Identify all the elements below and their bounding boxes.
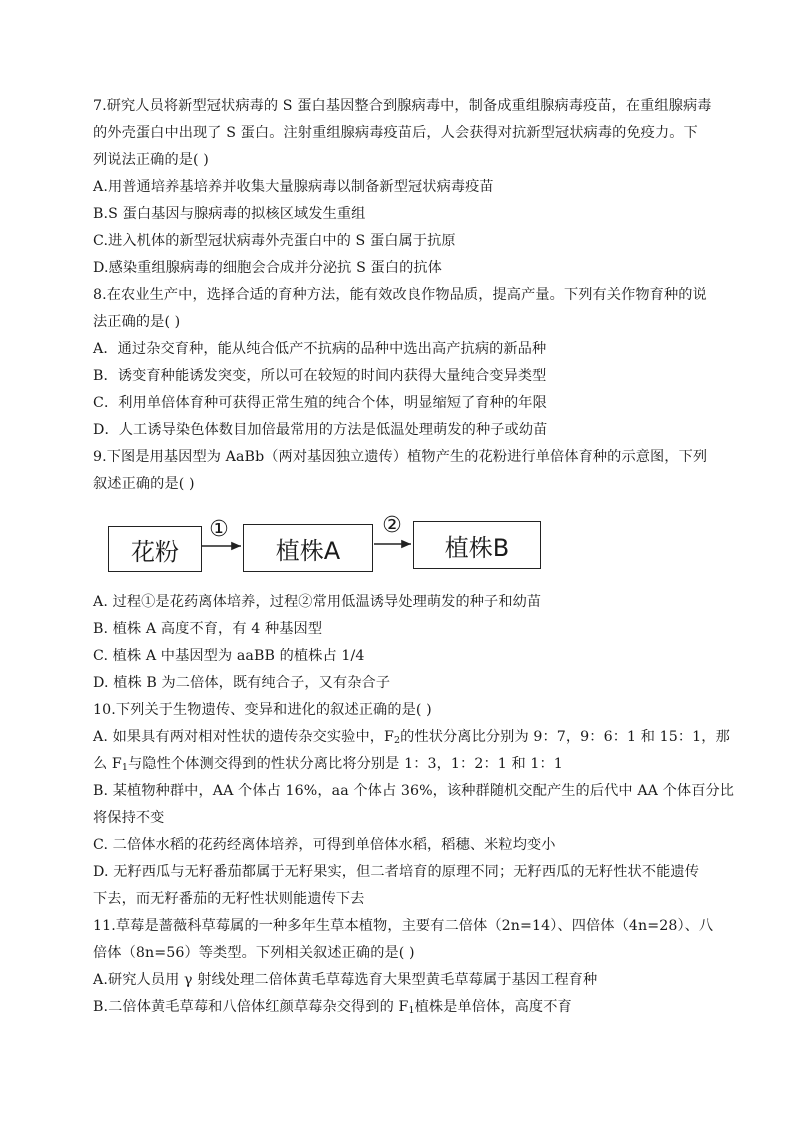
q9-option-c: C. 植株 A 中基因型为 aaBB 的植株占 1/4	[93, 648, 365, 664]
q10-option-b-line-1: B. 某植物种群中，AA 个体占 16%，aa 个体占 36%，该种群随机交配产生的后代中 AA 个体百分比	[93, 783, 735, 799]
diagram-box-plant-a: 植株A	[243, 524, 373, 572]
q9-option-d: D. 植株 B 为二倍体，既有纯合子，又有杂合子	[93, 675, 391, 691]
q7-option-d: D.感染重组腺病毒的细胞会合成并分泌抗 S 蛋白的抗体	[93, 260, 442, 276]
q7-stem-line-2: 的外壳蛋白中出现了 S 蛋白。注射重组腺病毒疫苗后，人会获得对抗新型冠状病毒的免疫力。下	[93, 125, 698, 141]
q11-stem-line-2: 倍体（8n=56）等类型。下列相关叙述正确的是( )	[93, 945, 415, 961]
q11-option-b: B.二倍体黄毛草莓和八倍体红颜草莓杂交得到的 $F_1$植株是单倍体，高度不育	[93, 999, 572, 1016]
diagram-step-2-label: ②	[382, 513, 402, 538]
q10-option-b-line-2: 将保持不变	[93, 810, 165, 826]
q10-option-a-line-1: A. 如果具有两对相对性状的遗传杂交实验中，$F_2$的性状分离比分别为 9：7，9：6：1 和 15：1，那	[93, 729, 730, 746]
q7-option-b: B.S 蛋白基因与腺病毒的拟核区域发生重组	[93, 206, 366, 222]
q8-option-d: D．人工诱导染色体数目加倍最常用的方法是低温处理萌发的种子或幼苗	[93, 422, 548, 438]
q10-option-d-line-1: D. 无籽西瓜与无籽番茄都属于无籽果实，但二者培育的原理不同；无籽西瓜的无籽性状不能遗传	[93, 864, 699, 880]
q8-stem-line-2: 法正确的是( )	[93, 314, 181, 330]
q11-option-a: A.研究人员用 γ 射线处理二倍体黄毛草莓选育大果型黄毛草莓属于基因工程育种	[93, 972, 598, 988]
q8-option-c: C．利用单倍体育种可获得正常生殖的纯合个体，明显缩短了育种的年限	[93, 395, 547, 411]
q8-option-b: B．诱变育种能诱发突变，所以可在较短的时间内获得大量纯合变异类型	[93, 368, 547, 384]
q10-stem: 10.下列关于生物遗传、变异和进化的叙述正确的是( )	[93, 702, 432, 718]
q9-option-a: A. 过程①是花药离体培养，过程②常用低温诱导处理萌发的种子和幼苗	[93, 594, 542, 610]
diagram-box-plant-b: 植株B	[413, 521, 541, 569]
q10-option-c: C. 二倍体水稻的花药经离体培养，可得到单倍体水稻，稻穗、米粒均变小	[93, 837, 556, 853]
q9-stem-line-1: 9.下图是用基因型为 AaBb（两对基因独立遗传）植物产生的花粉进行单倍体育种的示意图，下列	[93, 449, 708, 465]
diagram-box-pollen: 花粉	[108, 526, 202, 572]
q11-stem-line-1: 11.草莓是蔷薇科草莓属的一种多年生草本植物，主要有二倍体（2n=14）、四倍体（4n=28）、八	[93, 918, 714, 934]
q7-stem-line-1: 7.研究人员将新型冠状病毒的 S 蛋白基因整合到腺病毒中，制备成重组腺病毒疫苗，在重组腺病毒	[93, 98, 712, 114]
q9-stem-line-2: 叙述正确的是( )	[93, 476, 195, 492]
q10-option-d-line-2: 下去，而无籽番茄的无籽性状则能遗传下去	[93, 891, 365, 907]
q8-option-a: A．通过杂交育种，能从纯合低产不抗病的品种中选出高产抗病的新品种	[93, 341, 547, 357]
q7-option-c: C.进入机体的新型冠状病毒外壳蛋白中的 S 蛋白属于抗原	[93, 233, 456, 249]
q8-stem-line-1: 8.在农业生产中，选择合适的育种方法，能有效改良作物品质，提高产量。下列有关作物育种的说	[93, 287, 707, 303]
q7-option-a: A.用普通培养基培养并收集大量腺病毒以制备新型冠状病毒疫苗	[93, 179, 494, 195]
diagram-step-1-label: ①	[209, 517, 229, 542]
q7-stem-line-3: 列说法正确的是( )	[93, 152, 209, 168]
q10-option-a-line-2: 么 $F_1$与隐性个体测交得到的性状分离比将分别是 1：3，1：2：1 和 1：1	[93, 756, 563, 773]
q9-option-b: B. 植株 A 高度不育，有 4 种基因型	[93, 621, 323, 637]
